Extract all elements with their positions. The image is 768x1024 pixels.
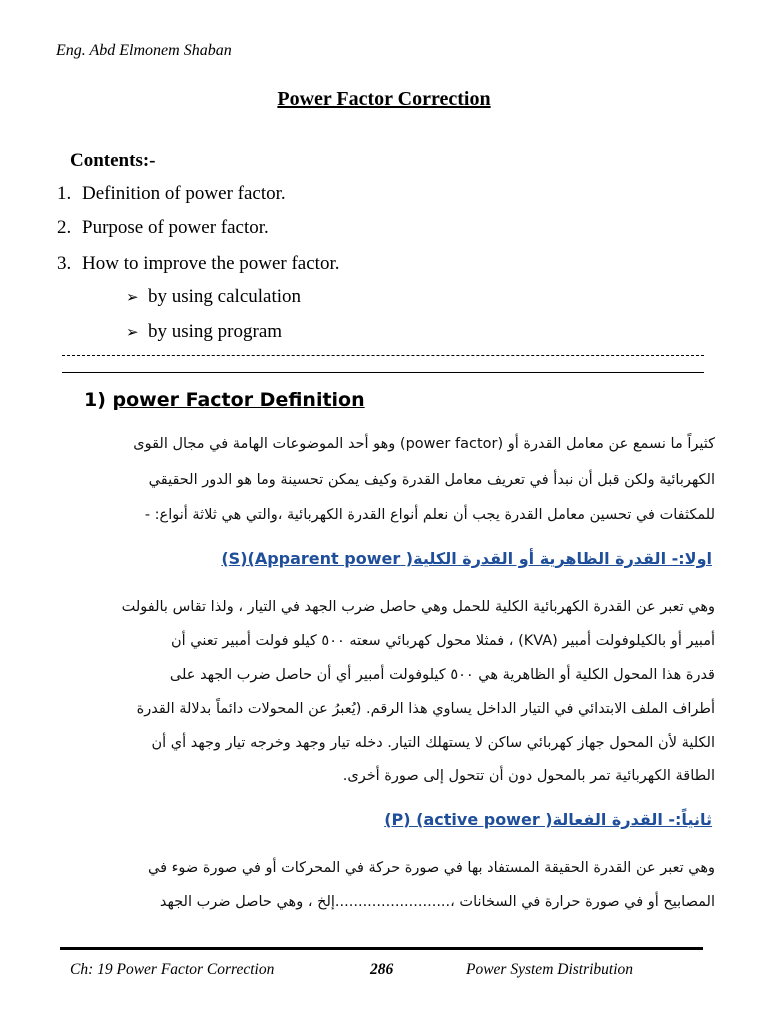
- toc-text: Definition of power factor.: [82, 183, 286, 204]
- toc-number: 3.: [57, 253, 72, 274]
- footer-rule: [60, 947, 703, 950]
- paragraph-line: وهي تعبر عن القدرة الكهربائية الكلية للحمل وهي حاصل ضرب الجهد في التيار ، ولذا تقاس بالفولت: [121, 599, 715, 615]
- paragraph-line: كثيراً ما نسمع عن معامل القدرة أو (power factor) وهو أحد الموضوعات الهامة في مجال القوى: [133, 436, 715, 452]
- section-number: 1): [84, 389, 106, 411]
- toc-subitem-1: [126, 286, 301, 308]
- subheading-apparent-power: اولا:- القدرة الظاهرية أو القدرة الكلية( Apparent power)(S): [221, 549, 712, 568]
- arrow-bullet-icon: ➢: [126, 290, 139, 306]
- toc-text: Purpose of power factor.: [82, 217, 269, 238]
- toc-number: 1.: [57, 183, 72, 204]
- toc-text: How to improve the power factor.: [82, 253, 340, 274]
- subitem-text: by using calculation: [148, 286, 302, 307]
- subheading-active-power: ثانياً:- القدرة الفعالة( active power) (P): [384, 810, 712, 829]
- toc-item-2: [57, 217, 269, 239]
- dashed-divider: [62, 355, 704, 362]
- paragraph-line: الكلية لأن المحول جهاز كهربائي ساكن لا يستهلك التيار. دخله تيار وجهد وخرجه تيار وجهد أي أن: [151, 735, 715, 751]
- page-title: Power Factor Correction: [277, 88, 491, 110]
- toc-item-1: [57, 183, 286, 205]
- contents-label: Contents:-: [70, 150, 156, 171]
- solid-divider: [62, 372, 704, 373]
- paragraph-line: الكهربائية ولكن قبل أن نبدأ في تعريف معامل القدرة وكيف يمكن تحسينة وما هو الدور الحقيقي: [148, 472, 715, 488]
- paragraph-line: المصابيح أو في صورة حرارة في السخانات ،.........................إلخ ، وهي حاصل ضرب الجهد: [159, 894, 715, 910]
- paragraph-line: الطاقة الكهربائية تمر بالمحول دون أن تتحول إلى صورة أخرى.: [342, 768, 715, 784]
- arrow-bullet-icon: ➢: [126, 325, 139, 341]
- section-title: [84, 389, 365, 411]
- paragraph-line: أمبير أو بالكيلوفولت أمبير (KVA) ، فمثلا محول كهربائي سعته ٥٠٠ كيلو فولت أمبير تعني أن: [170, 633, 715, 649]
- subitem-text: by using program: [148, 321, 283, 342]
- footer-chapter: Ch: 19 Power Factor Correction: [70, 961, 275, 978]
- toc-item-3: [57, 253, 339, 275]
- toc-subitem-2: [126, 321, 282, 343]
- paragraph-line: وهي تعبر عن القدرة الحقيقة المستفاد بها في صورة حركة في المحركات أو في صورة ضوء في: [147, 860, 715, 876]
- page-number: 286: [370, 961, 394, 978]
- section-title-text: power Factor Definition: [112, 389, 365, 411]
- paragraph-line: للمكثفات في تحسين معامل القدرة يجب أن نعلم أنواع القدرة الكهربائية ،والتي هي ثلاثة أنواع: -: [144, 507, 715, 523]
- toc-number: 2.: [57, 217, 72, 238]
- footer-book-title: Power System Distribution: [466, 961, 634, 978]
- author-header: Eng. Abd Elmonem Shaban: [56, 42, 232, 59]
- paragraph-line: قدرة هذا المحول الكلية أو الظاهرية هي ٥٠٠ كيلوفولت أمبير أي أن حاصل ضرب الجهد على: [169, 667, 715, 683]
- paragraph-line: أطراف الملف الابتدائي في التيار الداخل يساوي هذا الرقم. (يُعبرُ عن المحولات دائماً بدلالة القدرة: [136, 701, 715, 717]
